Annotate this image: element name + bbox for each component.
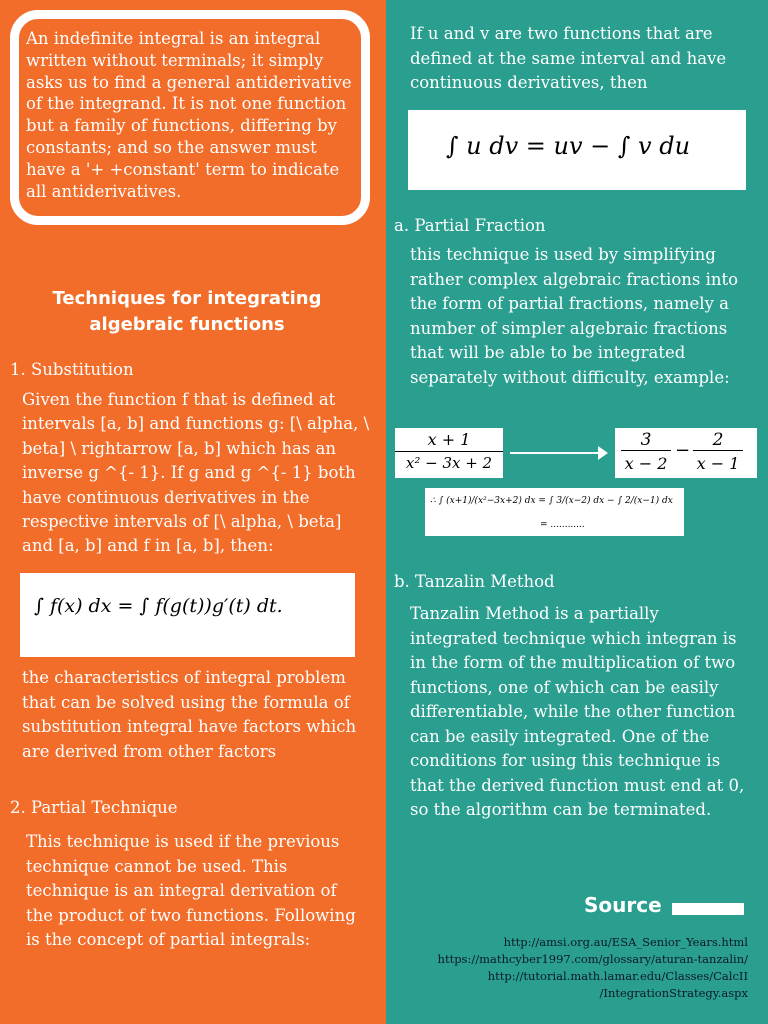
substitution-formula-box <box>20 573 355 657</box>
source-link[interactable]: /IntegrationStrategy.aspx <box>599 986 748 1000</box>
partial-technique-title: 2. Partial Technique <box>10 798 178 817</box>
intro-text: An indefinite integral is an integral written without terminals; it simply asks us to find a general antiderivative of the integrand. It is not one function but a family of functions, differing by constants; and so the answer must have a '+ +constant' term to indicate all antiderivatives. <box>26 29 352 201</box>
substitution-formula: ∫ f(x) dx = ∫ f(g(t))g′(t) dt. <box>34 595 283 617</box>
parts-formula: ∫ u dv = uv − ∫ v du <box>446 132 691 160</box>
rhs1-denominator: x − 2 <box>624 454 668 473</box>
source-link[interactable]: https://mathcyber1997.com/glossary/aturan-tanzalin/ <box>437 952 748 966</box>
rhs2-denominator: x − 1 <box>696 454 740 473</box>
partial-technique-body: This technique is used if the previous technique cannot be used. This technique is an integral derivation of the product of two functions. Following is the concept of partial integrals: <box>26 832 356 949</box>
substitution-title: 1. Substitution <box>10 360 134 379</box>
substitution-after: the characteristics of integral problem that can be solved using the formula of substitution integral have factors which are derived from other factors <box>22 668 357 761</box>
minus-sign: − <box>675 440 691 461</box>
rhs2-numerator: 2 <box>693 430 743 451</box>
parts-intro: If u and v are two functions that are defined at the same interval and have continuous derivatives, then <box>410 24 727 92</box>
source-underline <box>672 903 744 915</box>
tanzalin-title: b. Tanzalin Method <box>394 572 555 591</box>
source-title: Source <box>584 893 662 917</box>
arrow-shaft <box>510 452 600 454</box>
section-heading: Techniques for integrating algebraic functions <box>52 288 322 335</box>
parts-formula-box <box>408 110 746 190</box>
therefore-formula: ∴ ∫ (x+1)/(x²−3x+2) dx = ∫ 3/(x−2) dx − ∫ 2/(x−1) dx <box>430 496 673 506</box>
lhs-numerator: x + 1 <box>395 430 503 452</box>
substitution-body: Given the function f that is defined at intervals [a, b] and functions g: [\ alpha, \ beta] \ rightarrow [a, b] which has an inverse g ^{- 1}. If g and g ^{- 1} both have continuous derivatives in the respective intervals of [\ alpha, \ beta] and [a, b] and f in [a, b], then: <box>22 390 370 556</box>
tanzalin-body: Tanzalin Method is a partially integrated technique which integran is in the form of the multiplication of two functions, one of which can be easily differentiable, while the other function can be easily integrated. One of the conditions for using this technique is that the derived function must end at 0, so the algorithm can be terminated. <box>410 604 745 819</box>
rhs1-numerator: 3 <box>621 430 671 451</box>
lhs-denominator: x² − 3x + 2 <box>405 454 493 472</box>
therefore-box <box>425 488 684 536</box>
source-links <box>396 934 748 1002</box>
partial-fraction-title: a. Partial Fraction <box>394 216 546 235</box>
lhs-fraction <box>395 428 503 478</box>
arrow-icon <box>598 446 608 460</box>
rhs-fraction <box>615 428 757 478</box>
source-link[interactable]: http://amsi.org.au/ESA_Senior_Years.html <box>503 935 748 949</box>
source-link[interactable]: http://tutorial.math.lamar.edu/Classes/CalcII <box>487 969 748 983</box>
therefore-dots: = ............ <box>540 520 585 530</box>
partial-fraction-body: this technique is used by simplifying rather complex algebraic fractions into the form of partial fractions, namely a number of simpler algebraic fractions that will be able to be integrated separately without difficulty, example: <box>410 245 739 387</box>
